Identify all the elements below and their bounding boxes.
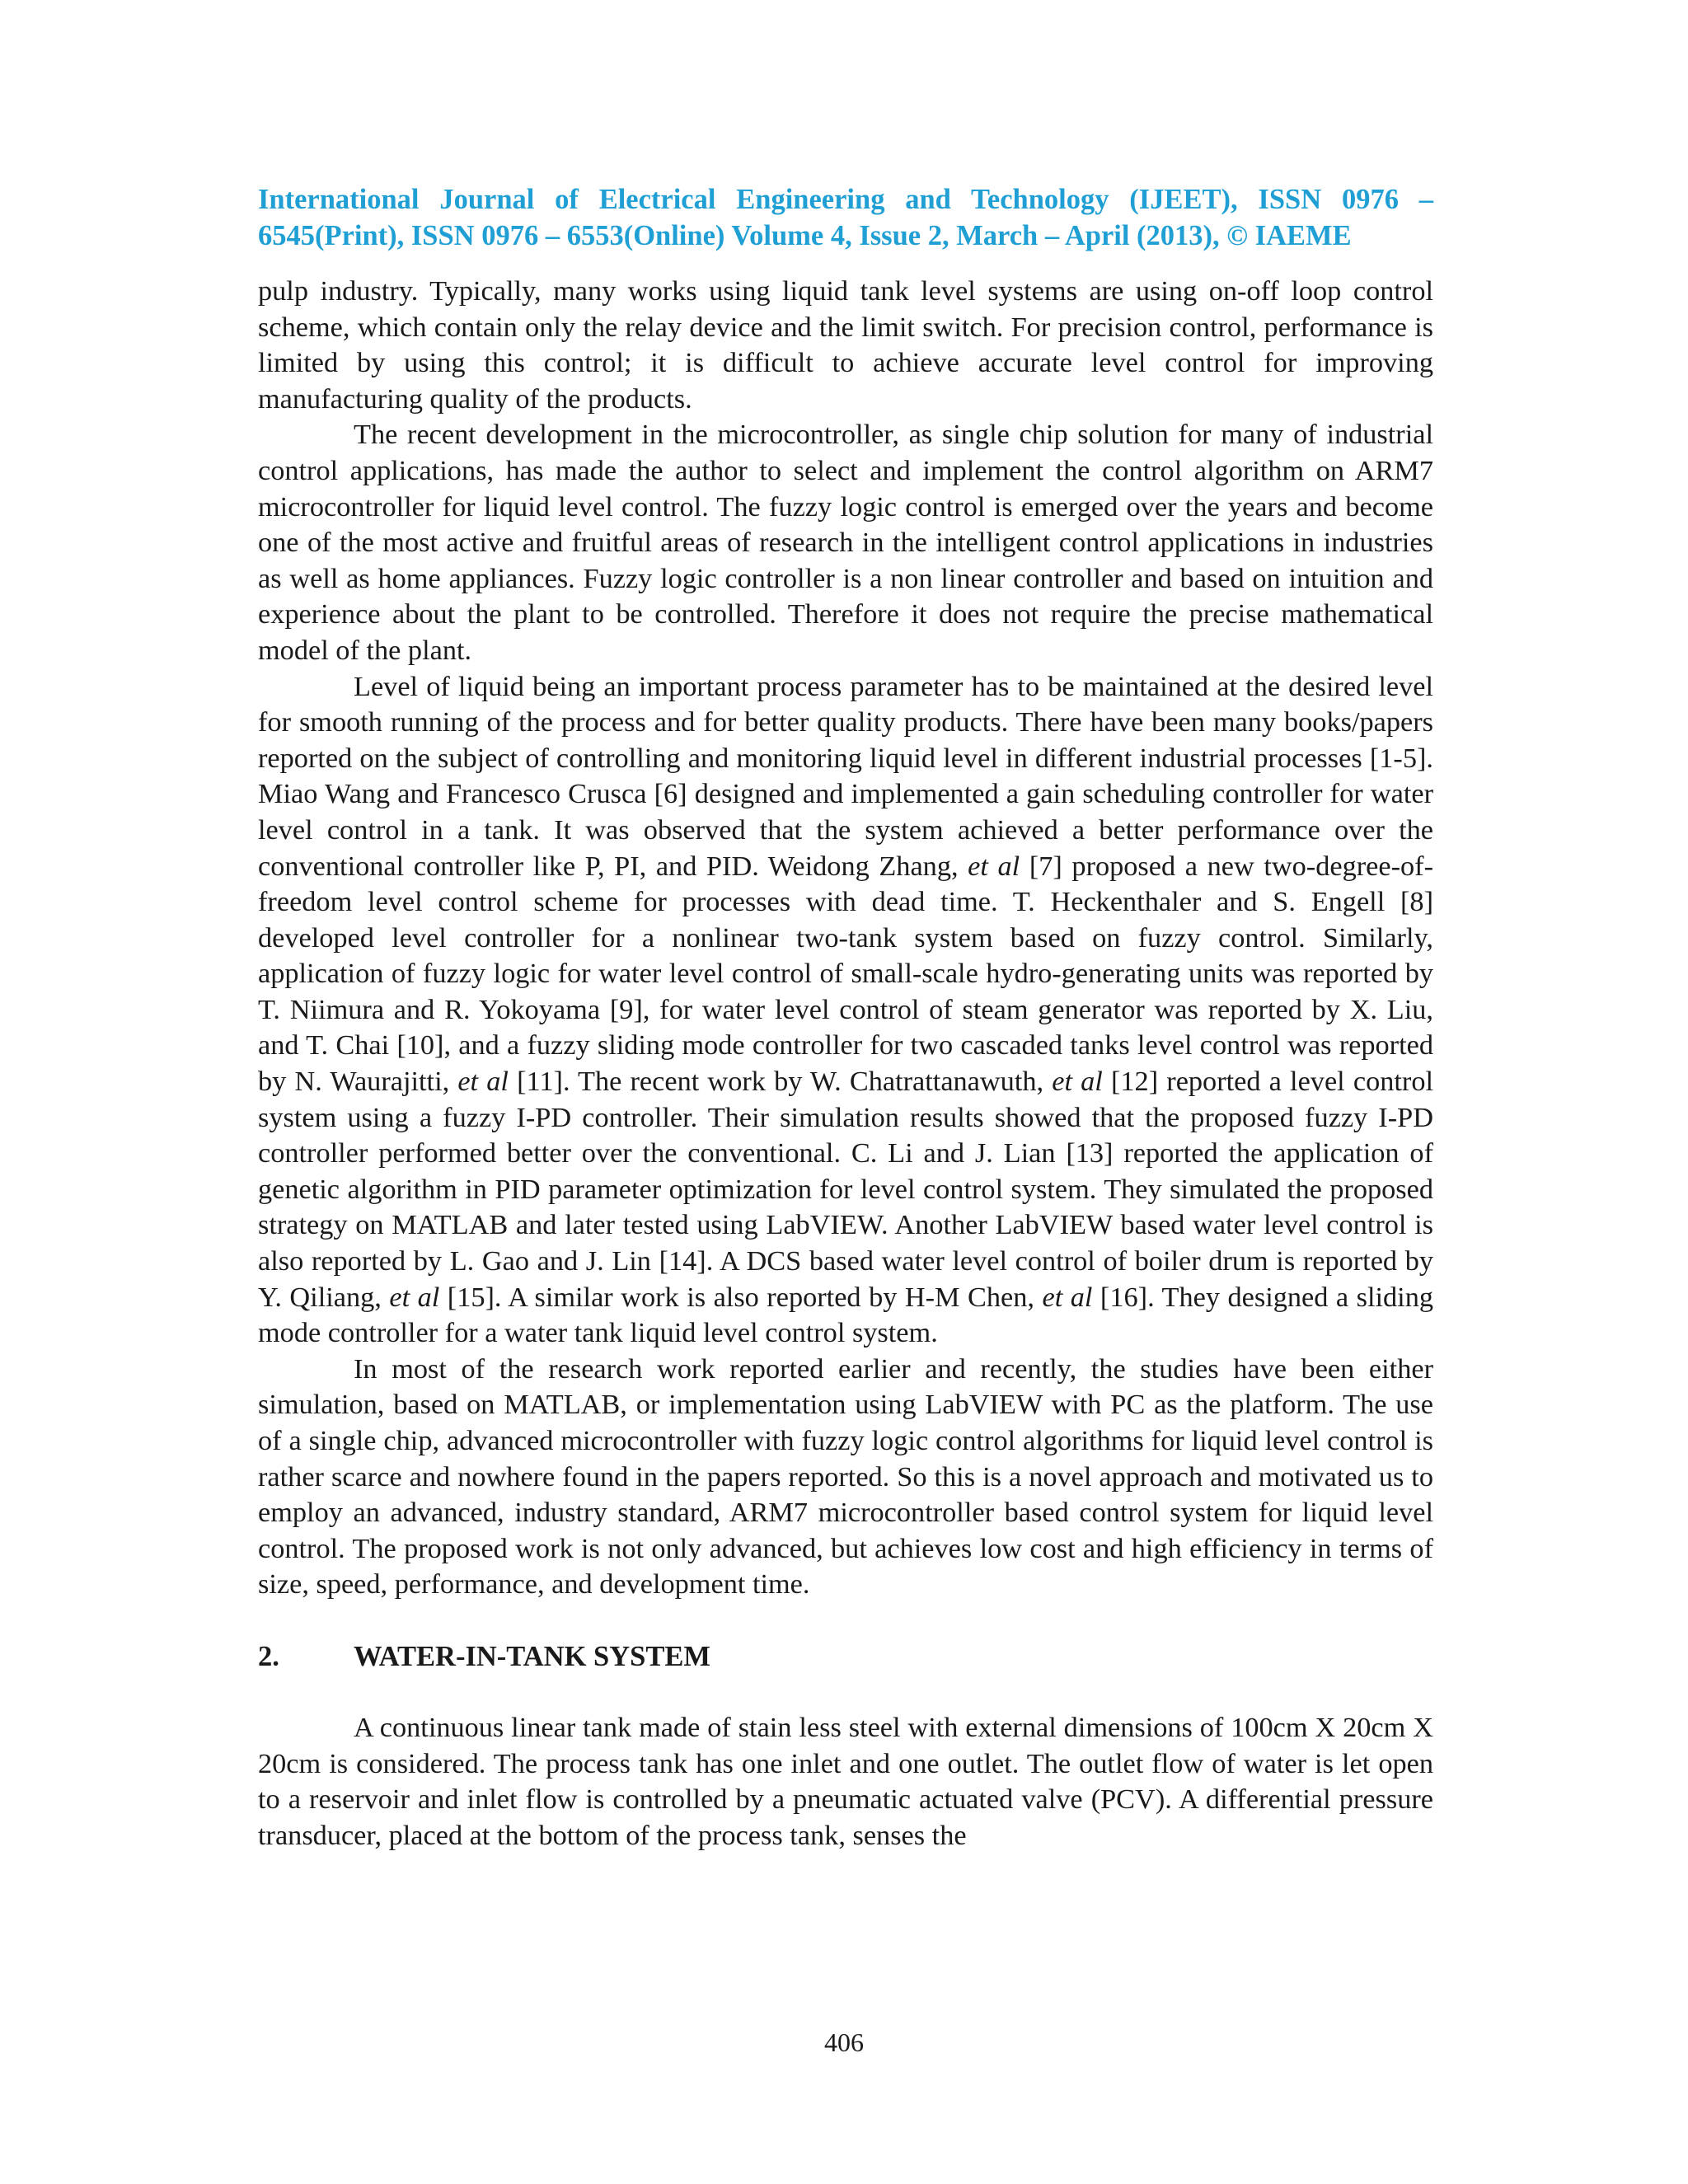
section-number: 2. xyxy=(258,1640,279,1672)
section-title: WATER-IN-TANK SYSTEM xyxy=(354,1640,710,1672)
paragraph-literature-review xyxy=(258,669,1433,1352)
text-run: Level of liquid being an important process parameter has to be maintained at the desired level for smooth running of the process and for better quality products. There have been many books/papers reported on the subject of controlling and monitoring liquid level in different industrial processes [1-5]. Miao Wang and Francesco Crusca [6] designed and implemented a gain scheduling controller for water level control in a tank. It was observed that the system achieved a better performance over the conventional controller like P, PI, and PID. Weidong Zhang, xyxy=(258,670,1433,882)
et-al-italic: et al xyxy=(1052,1066,1103,1098)
et-al-italic: et al xyxy=(389,1281,440,1313)
et-al-italic: et al xyxy=(457,1066,509,1098)
et-al-italic: et al xyxy=(968,850,1020,882)
page-number: 406 xyxy=(824,2027,864,2057)
paragraph-microcontroller: The recent development in the microcontroller, as single chip solution for many of industrial control applications, has made the author to select and implement the control algorithm on ARM7 microcontroller for liquid level control. The fuzzy logic control is emerged over the years and become one of the most active and fruitful areas of research in the intelligent control applications in industries as well as home appliances. Fuzzy logic controller is a non linear controller and based on intuition and experience about the plant to be controlled. Therefore it does not require the precise mathematical model of the plant. xyxy=(258,419,1433,666)
paragraph-tank-system: A continuous linear tank made of stain less steel with external dimensions of 100cm X 20cm X 20cm is considered. The process tank has one inlet and one outlet. The outlet flow of water is let open to a reservoir and inlet flow is controlled by a pneumatic actuated valve (PCV). A differential pressure transducer, placed at the bottom of the process tank, senses the xyxy=(258,1711,1433,1851)
text-run: [12] reported a level control system using a fuzzy I-PD controller. Their simulation results showed that the proposed fuzzy I-PD controller performed better over the conventional. C. Li and J. Lian [13] reported the application of genetic algorithm in PID parameter optimization for level control system. They simulated the proposed strategy on MATLAB and later tested using LabVIEW. Another LabVIEW based water level control is also reported by L. Gao and J. Lin [14]. A DCS based water level control of boiler drum is reported by Y. Qiliang, xyxy=(258,1066,1433,1313)
paragraph-continuation: pulp industry. Typically, many works using liquid tank level systems are using on-off loop control scheme, which contain only the relay device and the limit switch. For precision control, performance is limited by using this control; it is difficult to achieve accurate level control for improving manufacturing quality of the products. xyxy=(258,275,1433,415)
text-run: [11]. The recent work by W. Chatrattanawuth, xyxy=(508,1066,1053,1098)
section-heading xyxy=(258,1638,1433,1675)
text-run: [16]. They designed a sliding mode controller for a water tank liquid level control system. xyxy=(258,1281,1433,1349)
text-run: [15]. A similar work is also reported by H-M Chen, xyxy=(439,1281,1043,1313)
journal-header xyxy=(258,181,1433,254)
text-run: [7] proposed a new two-degree-of-freedom level control scheme for processes with dead time. T. Heckenthaler and S. Engell [8] developed level controller for a nonlinear two-tank system based on fuzzy control. Similarly, application of fuzzy logic for water level control of small-scale hydro-generating units was reported by T. Niimura and R. Yokoyama [9], for water level control of steam generator was reported by X. Liu, and T. Chai [10], and a fuzzy sliding mode controller for two cascaded tanks level control was reported by N. Waurajitti, xyxy=(258,850,1433,1098)
journal-header-line-2: 6545(Print), ISSN 0976 – 6553(Online) Volume 4, Issue 2, March – April (2013), © IAEME xyxy=(258,220,1352,251)
paragraph-motivation: In most of the research work reported earlier and recently, the studies have been either simulation, based on MATLAB, or implementation using LabVIEW with PC as the platform. The use of a single chip, advanced microcontroller with fuzzy logic control algorithms for liquid level control is rather scarce and nowhere found in the papers reported. So this is a novel approach and motivated us to employ an advanced, industry standard, ARM7 microcontroller based control system for liquid level control. The proposed work is not only advanced, but achieves low cost and high efficiency in terms of size, speed, performance, and development time. xyxy=(258,1352,1433,1601)
page-content xyxy=(258,181,1433,1854)
et-al-italic: et al xyxy=(1042,1281,1093,1313)
journal-header-line-1: International Journal of Electrical Engineering and Technology (IJEET), ISSN 0976 – xyxy=(258,184,1433,215)
